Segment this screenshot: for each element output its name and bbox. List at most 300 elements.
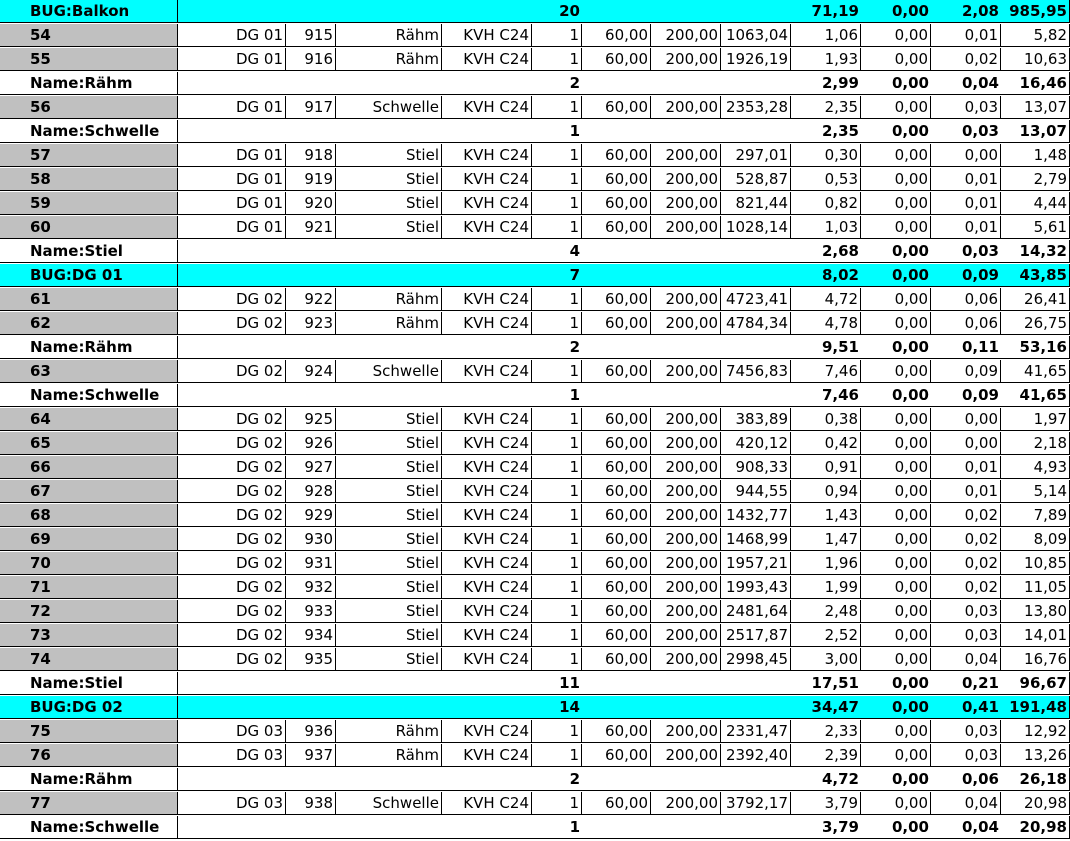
cell-volume[interactable]: 1,03 (791, 216, 861, 239)
cell-height[interactable]: 200,00 (651, 576, 721, 599)
cell-col-b[interactable]: 0,02 (931, 528, 1001, 551)
cell-index[interactable]: 72 (0, 600, 178, 623)
cell-height[interactable]: 200,00 (651, 624, 721, 647)
cell-length[interactable]: 1957,21 (721, 552, 791, 575)
cell-name[interactable] (336, 72, 442, 95)
cell-total[interactable]: 20,98 (1001, 816, 1070, 839)
cell-col-b[interactable]: 0,02 (931, 504, 1001, 527)
cell-volume[interactable]: 2,48 (791, 600, 861, 623)
cell-count[interactable]: 1 (532, 648, 582, 671)
cell-col-a[interactable]: 0,00 (861, 264, 931, 287)
cell-floor[interactable]: DG 02 (178, 552, 286, 575)
cell-width[interactable]: 60,00 (582, 792, 651, 815)
cell-col-b[interactable]: 0,09 (931, 264, 1001, 287)
cell-material[interactable]: KVH C24 (442, 360, 532, 383)
cell-volume[interactable]: 2,52 (791, 624, 861, 647)
cell-index[interactable]: Name:Stiel (0, 672, 178, 695)
cell-length[interactable]: 2331,47 (721, 720, 791, 743)
cell-col-a[interactable]: 0,00 (861, 120, 931, 143)
cell-material[interactable]: KVH C24 (442, 432, 532, 455)
cell-col-a[interactable]: 0,00 (861, 240, 931, 263)
cell-name[interactable]: Stiel (336, 576, 442, 599)
cell-length[interactable]: 908,33 (721, 456, 791, 479)
cell-count[interactable]: 1 (532, 744, 582, 767)
cell-width[interactable]: 60,00 (582, 480, 651, 503)
cell-floor[interactable]: DG 02 (178, 504, 286, 527)
cell-floor[interactable]: DG 02 (178, 600, 286, 623)
cell-count[interactable]: 1 (532, 528, 582, 551)
cell-volume[interactable]: 0,38 (791, 408, 861, 431)
cell-material[interactable] (442, 0, 532, 23)
cell-count[interactable]: 1 (532, 600, 582, 623)
cell-material[interactable]: KVH C24 (442, 480, 532, 503)
cell-col-b[interactable]: 0,00 (931, 432, 1001, 455)
cell-count[interactable]: 1 (532, 720, 582, 743)
cell-volume[interactable]: 1,99 (791, 576, 861, 599)
cell-material[interactable] (442, 384, 532, 407)
cell-index[interactable]: 59 (0, 192, 178, 215)
cell-name[interactable] (336, 240, 442, 263)
cell-col-b[interactable]: 0,01 (931, 192, 1001, 215)
cell-col-a[interactable]: 0,00 (861, 0, 931, 23)
cell-height[interactable]: 200,00 (651, 744, 721, 767)
cell-count[interactable]: 1 (532, 48, 582, 71)
cell-volume[interactable]: 8,02 (791, 264, 861, 287)
cell-index[interactable]: Name:Rähm (0, 768, 178, 791)
cell-volume[interactable]: 17,51 (791, 672, 861, 695)
cell-col-a[interactable]: 0,00 (861, 384, 931, 407)
cell-name[interactable] (336, 384, 442, 407)
cell-count[interactable]: 1 (532, 384, 582, 407)
cell-material[interactable]: KVH C24 (442, 48, 532, 71)
cell-name[interactable]: Stiel (336, 528, 442, 551)
cell-volume[interactable]: 1,96 (791, 552, 861, 575)
cell-width[interactable] (582, 120, 651, 143)
cell-length[interactable]: 2998,45 (721, 648, 791, 671)
cell-total[interactable]: 985,95 (1001, 0, 1070, 23)
cell-index[interactable]: 62 (0, 312, 178, 335)
cell-total[interactable]: 8,09 (1001, 528, 1070, 551)
cell-col-b[interactable]: 0,06 (931, 312, 1001, 335)
cell-count[interactable]: 2 (532, 72, 582, 95)
cell-floor[interactable] (178, 72, 286, 95)
cell-height[interactable]: 200,00 (651, 168, 721, 191)
cell-index[interactable]: Name:Schwelle (0, 816, 178, 839)
cell-material[interactable]: KVH C24 (442, 144, 532, 167)
cell-length[interactable]: 4784,34 (721, 312, 791, 335)
cell-length[interactable] (721, 384, 791, 407)
cell-col-b[interactable]: 0,03 (931, 624, 1001, 647)
cell-part-no[interactable] (286, 240, 336, 263)
cell-length[interactable] (721, 672, 791, 695)
cell-volume[interactable]: 3,79 (791, 792, 861, 815)
cell-index[interactable]: Name:Rähm (0, 336, 178, 359)
cell-length[interactable] (721, 72, 791, 95)
cell-width[interactable] (582, 768, 651, 791)
cell-name[interactable]: Stiel (336, 432, 442, 455)
cell-height[interactable]: 200,00 (651, 216, 721, 239)
cell-height[interactable] (651, 240, 721, 263)
cell-material[interactable]: KVH C24 (442, 600, 532, 623)
cell-part-no[interactable]: 916 (286, 48, 336, 71)
cell-total[interactable]: 14,01 (1001, 624, 1070, 647)
cell-index[interactable]: 70 (0, 552, 178, 575)
cell-floor[interactable]: DG 02 (178, 624, 286, 647)
cell-width[interactable]: 60,00 (582, 552, 651, 575)
cell-col-a[interactable]: 0,00 (861, 408, 931, 431)
cell-count[interactable]: 1 (532, 312, 582, 335)
cell-length[interactable]: 4723,41 (721, 288, 791, 311)
cell-width[interactable]: 60,00 (582, 48, 651, 71)
cell-material[interactable] (442, 72, 532, 95)
cell-length[interactable]: 2481,64 (721, 600, 791, 623)
cell-name[interactable]: Rähm (336, 48, 442, 71)
cell-length[interactable]: 1063,04 (721, 24, 791, 47)
cell-part-no[interactable] (286, 336, 336, 359)
cell-name[interactable]: Rähm (336, 744, 442, 767)
cell-height[interactable]: 200,00 (651, 720, 721, 743)
cell-total[interactable]: 1,97 (1001, 408, 1070, 431)
cell-length[interactable]: 420,12 (721, 432, 791, 455)
cell-material[interactable]: KVH C24 (442, 288, 532, 311)
cell-floor[interactable]: DG 03 (178, 792, 286, 815)
cell-height[interactable]: 200,00 (651, 24, 721, 47)
cell-name[interactable]: Stiel (336, 504, 442, 527)
cell-total[interactable]: 13,80 (1001, 600, 1070, 623)
cell-material[interactable] (442, 264, 532, 287)
cell-material[interactable]: KVH C24 (442, 312, 532, 335)
cell-col-a[interactable]: 0,00 (861, 624, 931, 647)
cell-col-b[interactable]: 0,02 (931, 552, 1001, 575)
cell-col-a[interactable]: 0,00 (861, 288, 931, 311)
cell-index[interactable]: 57 (0, 144, 178, 167)
cell-part-no[interactable] (286, 384, 336, 407)
cell-index[interactable]: 71 (0, 576, 178, 599)
cell-index[interactable]: BUG:Balkon (0, 0, 178, 23)
cell-total[interactable]: 10,63 (1001, 48, 1070, 71)
cell-col-a[interactable]: 0,00 (861, 216, 931, 239)
cell-width[interactable] (582, 384, 651, 407)
cell-width[interactable] (582, 672, 651, 695)
cell-name[interactable]: Stiel (336, 624, 442, 647)
cell-height[interactable] (651, 336, 721, 359)
cell-col-a[interactable]: 0,00 (861, 552, 931, 575)
cell-material[interactable]: KVH C24 (442, 576, 532, 599)
cell-col-b[interactable]: 0,01 (931, 24, 1001, 47)
cell-count[interactable]: 1 (532, 816, 582, 839)
cell-floor[interactable]: DG 02 (178, 408, 286, 431)
cell-name[interactable]: Stiel (336, 192, 442, 215)
cell-length[interactable]: 944,55 (721, 480, 791, 503)
cell-width[interactable]: 60,00 (582, 648, 651, 671)
cell-material[interactable]: KVH C24 (442, 720, 532, 743)
cell-height[interactable]: 200,00 (651, 504, 721, 527)
cell-index[interactable]: 64 (0, 408, 178, 431)
cell-index[interactable]: 75 (0, 720, 178, 743)
cell-index[interactable]: 63 (0, 360, 178, 383)
cell-material[interactable]: KVH C24 (442, 408, 532, 431)
cell-col-b[interactable]: 0,09 (931, 360, 1001, 383)
cell-volume[interactable]: 0,91 (791, 456, 861, 479)
cell-material[interactable]: KVH C24 (442, 216, 532, 239)
cell-count[interactable]: 1 (532, 576, 582, 599)
cell-count[interactable]: 1 (532, 120, 582, 143)
cell-col-b[interactable]: 0,41 (931, 696, 1001, 719)
cell-part-no[interactable] (286, 72, 336, 95)
cell-length[interactable]: 383,89 (721, 408, 791, 431)
cell-name[interactable]: Stiel (336, 552, 442, 575)
cell-volume[interactable]: 1,93 (791, 48, 861, 71)
cell-total[interactable]: 16,76 (1001, 648, 1070, 671)
cell-total[interactable]: 10,85 (1001, 552, 1070, 575)
cell-width[interactable]: 60,00 (582, 144, 651, 167)
cell-col-b[interactable]: 0,03 (931, 744, 1001, 767)
cell-length[interactable] (721, 768, 791, 791)
cell-material[interactable] (442, 336, 532, 359)
cell-index[interactable]: 56 (0, 96, 178, 119)
cell-floor[interactable]: DG 01 (178, 48, 286, 71)
cell-col-b[interactable]: 0,03 (931, 120, 1001, 143)
cell-col-a[interactable]: 0,00 (861, 528, 931, 551)
cell-volume[interactable]: 2,35 (791, 120, 861, 143)
cell-width[interactable]: 60,00 (582, 408, 651, 431)
cell-height[interactable]: 200,00 (651, 600, 721, 623)
cell-index[interactable]: 54 (0, 24, 178, 47)
cell-material[interactable]: KVH C24 (442, 552, 532, 575)
cell-width[interactable]: 60,00 (582, 720, 651, 743)
cell-index[interactable]: 68 (0, 504, 178, 527)
cell-name[interactable]: Rähm (336, 312, 442, 335)
cell-width[interactable]: 60,00 (582, 216, 651, 239)
cell-total[interactable]: 2,18 (1001, 432, 1070, 455)
cell-floor[interactable]: DG 02 (178, 480, 286, 503)
cell-height[interactable] (651, 768, 721, 791)
cell-height[interactable] (651, 384, 721, 407)
cell-part-no[interactable]: 933 (286, 600, 336, 623)
cell-col-b[interactable]: 0,01 (931, 168, 1001, 191)
cell-col-a[interactable]: 0,00 (861, 48, 931, 71)
cell-col-b[interactable]: 0,03 (931, 600, 1001, 623)
cell-name[interactable] (336, 672, 442, 695)
cell-volume[interactable]: 2,39 (791, 744, 861, 767)
cell-total[interactable]: 4,93 (1001, 456, 1070, 479)
cell-floor[interactable]: DG 01 (178, 144, 286, 167)
cell-col-a[interactable]: 0,00 (861, 456, 931, 479)
cell-name[interactable]: Schwelle (336, 96, 442, 119)
cell-width[interactable]: 60,00 (582, 744, 651, 767)
cell-total[interactable]: 26,41 (1001, 288, 1070, 311)
cell-floor[interactable]: DG 01 (178, 168, 286, 191)
cell-volume[interactable]: 3,79 (791, 816, 861, 839)
cell-part-no[interactable]: 930 (286, 528, 336, 551)
cell-width[interactable] (582, 336, 651, 359)
cell-volume[interactable]: 1,06 (791, 24, 861, 47)
cell-col-a[interactable]: 0,00 (861, 168, 931, 191)
cell-total[interactable]: 14,32 (1001, 240, 1070, 263)
cell-height[interactable] (651, 672, 721, 695)
cell-part-no[interactable]: 927 (286, 456, 336, 479)
cell-volume[interactable]: 1,43 (791, 504, 861, 527)
cell-index[interactable]: 74 (0, 648, 178, 671)
cell-index[interactable]: 61 (0, 288, 178, 311)
cell-total[interactable]: 12,92 (1001, 720, 1070, 743)
cell-material[interactable]: KVH C24 (442, 168, 532, 191)
cell-col-a[interactable]: 0,00 (861, 336, 931, 359)
cell-total[interactable]: 96,67 (1001, 672, 1070, 695)
cell-height[interactable]: 200,00 (651, 792, 721, 815)
cell-total[interactable]: 41,65 (1001, 360, 1070, 383)
cell-index[interactable]: Name:Schwelle (0, 120, 178, 143)
cell-index[interactable]: 60 (0, 216, 178, 239)
cell-length[interactable]: 2392,40 (721, 744, 791, 767)
cell-floor[interactable]: DG 01 (178, 192, 286, 215)
cell-index[interactable]: 67 (0, 480, 178, 503)
cell-part-no[interactable] (286, 120, 336, 143)
cell-total[interactable]: 13,26 (1001, 744, 1070, 767)
cell-length[interactable]: 1432,77 (721, 504, 791, 527)
cell-part-no[interactable]: 926 (286, 432, 336, 455)
cell-col-a[interactable]: 0,00 (861, 312, 931, 335)
cell-floor[interactable]: DG 02 (178, 312, 286, 335)
cell-count[interactable]: 1 (532, 504, 582, 527)
cell-volume[interactable]: 2,35 (791, 96, 861, 119)
cell-part-no[interactable]: 915 (286, 24, 336, 47)
cell-length[interactable]: 2517,87 (721, 624, 791, 647)
cell-floor[interactable] (178, 816, 286, 839)
cell-height[interactable] (651, 0, 721, 23)
cell-part-no[interactable] (286, 696, 336, 719)
cell-material[interactable] (442, 120, 532, 143)
cell-material[interactable]: KVH C24 (442, 96, 532, 119)
cell-material[interactable]: KVH C24 (442, 648, 532, 671)
cell-floor[interactable] (178, 672, 286, 695)
cell-part-no[interactable]: 929 (286, 504, 336, 527)
cell-width[interactable]: 60,00 (582, 288, 651, 311)
cell-col-a[interactable]: 0,00 (861, 24, 931, 47)
cell-count[interactable]: 1 (532, 624, 582, 647)
cell-col-a[interactable]: 0,00 (861, 144, 931, 167)
cell-material[interactable]: KVH C24 (442, 744, 532, 767)
cell-col-a[interactable]: 0,00 (861, 192, 931, 215)
cell-name[interactable] (336, 336, 442, 359)
cell-floor[interactable]: DG 02 (178, 432, 286, 455)
cell-height[interactable]: 200,00 (651, 528, 721, 551)
cell-col-b[interactable]: 0,00 (931, 144, 1001, 167)
cell-material[interactable] (442, 240, 532, 263)
cell-part-no[interactable] (286, 816, 336, 839)
cell-material[interactable] (442, 672, 532, 695)
cell-part-no[interactable]: 918 (286, 144, 336, 167)
cell-length[interactable]: 1993,43 (721, 576, 791, 599)
cell-name[interactable]: Stiel (336, 408, 442, 431)
cell-total[interactable]: 5,61 (1001, 216, 1070, 239)
cell-material[interactable]: KVH C24 (442, 624, 532, 647)
cell-total[interactable]: 2,79 (1001, 168, 1070, 191)
cell-name[interactable]: Rähm (336, 720, 442, 743)
cell-count[interactable]: 1 (532, 480, 582, 503)
cell-count[interactable]: 14 (532, 696, 582, 719)
cell-material[interactable]: KVH C24 (442, 24, 532, 47)
cell-part-no[interactable]: 928 (286, 480, 336, 503)
cell-length[interactable] (721, 336, 791, 359)
cell-width[interactable] (582, 0, 651, 23)
cell-total[interactable]: 16,46 (1001, 72, 1070, 95)
cell-part-no[interactable]: 934 (286, 624, 336, 647)
cell-name[interactable] (336, 120, 442, 143)
cell-part-no[interactable] (286, 264, 336, 287)
cell-part-no[interactable] (286, 672, 336, 695)
cell-col-a[interactable]: 0,00 (861, 600, 931, 623)
cell-height[interactable]: 200,00 (651, 48, 721, 71)
cell-col-a[interactable]: 0,00 (861, 360, 931, 383)
cell-length[interactable]: 7456,83 (721, 360, 791, 383)
cell-count[interactable]: 7 (532, 264, 582, 287)
cell-col-a[interactable]: 0,00 (861, 96, 931, 119)
cell-col-b[interactable]: 0,04 (931, 816, 1001, 839)
cell-volume[interactable]: 71,19 (791, 0, 861, 23)
cell-width[interactable]: 60,00 (582, 624, 651, 647)
cell-total[interactable]: 41,65 (1001, 384, 1070, 407)
cell-index[interactable]: 55 (0, 48, 178, 71)
cell-count[interactable]: 1 (532, 192, 582, 215)
cell-index[interactable]: 69 (0, 528, 178, 551)
cell-width[interactable]: 60,00 (582, 360, 651, 383)
cell-length[interactable] (721, 264, 791, 287)
cell-count[interactable]: 1 (532, 24, 582, 47)
cell-index[interactable]: 73 (0, 624, 178, 647)
cell-col-b[interactable]: 0,03 (931, 720, 1001, 743)
cell-floor[interactable]: DG 02 (178, 648, 286, 671)
cell-col-b[interactable]: 0,01 (931, 480, 1001, 503)
cell-height[interactable]: 200,00 (651, 96, 721, 119)
cell-count[interactable]: 1 (532, 144, 582, 167)
cell-col-a[interactable]: 0,00 (861, 672, 931, 695)
cell-col-b[interactable]: 0,04 (931, 72, 1001, 95)
cell-name[interactable]: Rähm (336, 24, 442, 47)
cell-height[interactable]: 200,00 (651, 192, 721, 215)
cell-col-b[interactable]: 0,02 (931, 48, 1001, 71)
cell-count[interactable]: 1 (532, 552, 582, 575)
cell-total[interactable]: 5,14 (1001, 480, 1070, 503)
cell-index[interactable]: 65 (0, 432, 178, 455)
cell-count[interactable]: 2 (532, 768, 582, 791)
cell-volume[interactable]: 9,51 (791, 336, 861, 359)
cell-col-b[interactable]: 0,01 (931, 216, 1001, 239)
cell-index[interactable]: BUG:DG 01 (0, 264, 178, 287)
cell-name[interactable]: Stiel (336, 480, 442, 503)
cell-name[interactable]: Stiel (336, 600, 442, 623)
cell-material[interactable]: KVH C24 (442, 456, 532, 479)
cell-index[interactable]: Name:Rähm (0, 72, 178, 95)
cell-length[interactable]: 2353,28 (721, 96, 791, 119)
cell-col-a[interactable]: 0,00 (861, 648, 931, 671)
cell-count[interactable]: 1 (532, 216, 582, 239)
cell-part-no[interactable]: 935 (286, 648, 336, 671)
cell-part-no[interactable]: 932 (286, 576, 336, 599)
cell-length[interactable]: 528,87 (721, 168, 791, 191)
cell-name[interactable]: Rähm (336, 288, 442, 311)
cell-height[interactable]: 200,00 (651, 144, 721, 167)
cell-total[interactable]: 43,85 (1001, 264, 1070, 287)
cell-floor[interactable] (178, 240, 286, 263)
cell-width[interactable]: 60,00 (582, 432, 651, 455)
cell-material[interactable] (442, 768, 532, 791)
cell-length[interactable] (721, 816, 791, 839)
cell-total[interactable]: 7,89 (1001, 504, 1070, 527)
cell-floor[interactable]: DG 02 (178, 360, 286, 383)
cell-total[interactable]: 53,16 (1001, 336, 1070, 359)
cell-col-a[interactable]: 0,00 (861, 768, 931, 791)
